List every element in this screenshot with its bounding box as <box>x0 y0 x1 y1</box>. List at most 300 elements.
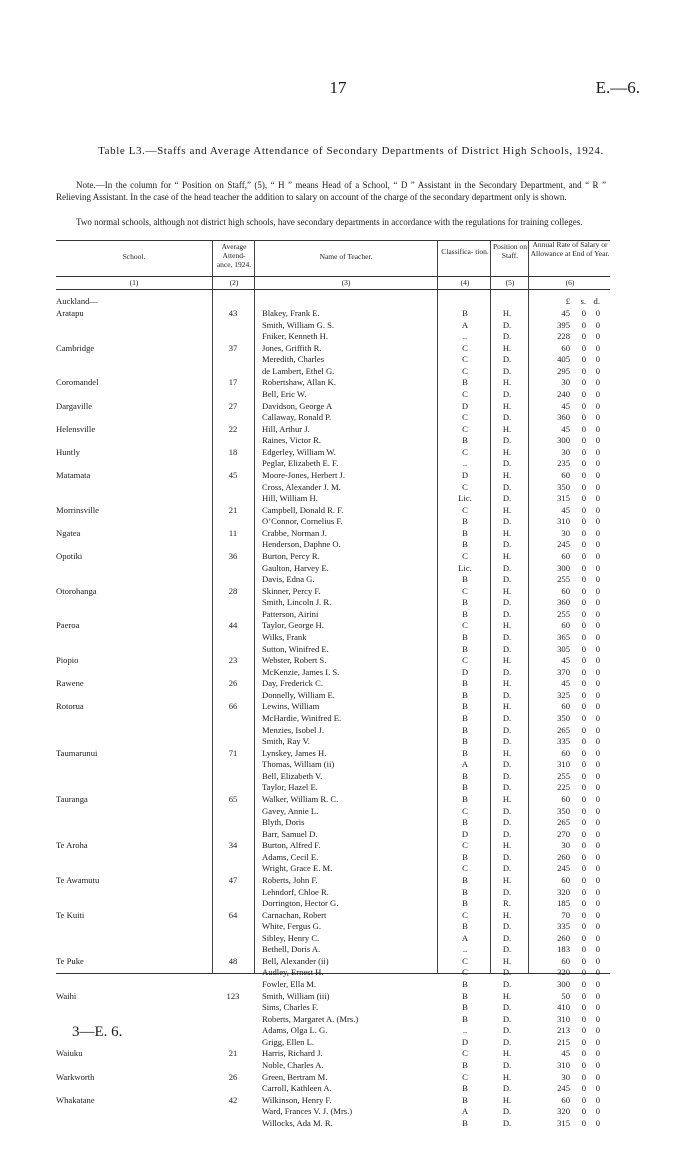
teacher-name: Sutton, Winifred E. <box>262 643 329 654</box>
salary-pence: 0 <box>595 458 600 469</box>
column-number: (4) <box>460 278 470 287</box>
salary-shillings: 0 <box>581 944 586 955</box>
position-on-staff: H. <box>502 377 512 388</box>
classification: C <box>462 620 468 631</box>
average-attendance: 21 <box>228 1048 238 1059</box>
school-name: Opotiki <box>56 550 83 561</box>
classification: C <box>462 365 468 376</box>
column-divider <box>437 240 438 973</box>
salary-shillings: 0 <box>581 1013 586 1024</box>
salary-pounds: 365 <box>557 631 570 642</box>
teacher-name: Fowler, Ella M. <box>262 979 317 990</box>
salary-pence: 0 <box>595 1094 600 1105</box>
position-on-staff: D. <box>502 828 512 839</box>
salary-shillings: 0 <box>581 805 586 816</box>
salary-pence: 0 <box>595 643 600 654</box>
salary-pence: 0 <box>595 620 600 631</box>
classification: B <box>462 1117 468 1128</box>
classification: C <box>462 481 468 492</box>
salary-pence: 0 <box>595 932 600 943</box>
salary-pounds: 60 <box>561 874 570 885</box>
salary-pounds: 325 <box>557 689 570 700</box>
salary-shillings: 0 <box>581 782 586 793</box>
teacher-name: Bell, Alexander (ii) <box>262 955 329 966</box>
classification: .. <box>462 944 468 955</box>
header-teacher: Name of Teacher. <box>319 252 373 261</box>
classification: B <box>462 886 468 897</box>
school-name: Cambridge <box>56 342 95 353</box>
teacher-name: Adams, Cecil E. <box>262 851 319 862</box>
classification: B <box>462 979 468 990</box>
teacher-name: Robertshaw, Allan K. <box>262 377 336 388</box>
column-divider <box>490 240 491 973</box>
salary-pounds: 395 <box>557 319 570 330</box>
position-on-staff: D. <box>502 863 512 874</box>
classification: B <box>462 631 468 642</box>
classification: B <box>462 608 468 619</box>
position-on-staff: D. <box>502 770 512 781</box>
salary-pence: 0 <box>595 921 600 932</box>
school-name: Helensville <box>56 423 96 434</box>
school-name: Huntly <box>56 446 80 457</box>
position-on-staff: H. <box>502 874 512 885</box>
classification: D <box>461 666 469 677</box>
position-on-staff: D. <box>502 1083 512 1094</box>
header-salary: Annual Rate of Salary or Allowance at End of Year. <box>530 240 610 258</box>
salary-shillings: 0 <box>581 874 586 885</box>
column-divider <box>528 240 529 973</box>
teacher-name: Wright, Grace E. M. <box>262 863 333 874</box>
position-on-staff: D. <box>502 851 512 862</box>
salary-pounds: 30 <box>561 840 570 851</box>
salary-shillings: 0 <box>581 458 586 469</box>
position-on-staff: D. <box>502 458 512 469</box>
classification: B <box>462 817 468 828</box>
classification: B <box>462 747 468 758</box>
average-attendance: 21 <box>228 504 238 515</box>
salary-shillings: 0 <box>581 828 586 839</box>
teacher-name: Adams, Olga L. G. <box>262 1025 328 1036</box>
salary-pounds: 45 <box>561 308 570 318</box>
classification: C <box>462 585 468 596</box>
teacher-name: Barr, Samuel D. <box>262 828 318 839</box>
classification: C <box>462 909 468 920</box>
salary-pounds: 260 <box>557 932 570 943</box>
salary-pounds: 225 <box>557 782 570 793</box>
school-name: Te Kuiti <box>56 909 85 920</box>
salary-pence: 0 <box>595 955 600 966</box>
salary-pence: 0 <box>595 909 600 920</box>
teacher-name: White, Fergus G. <box>262 921 322 932</box>
classification: C <box>462 967 468 978</box>
table-top-rule <box>56 240 610 241</box>
salary-pence: 0 <box>595 886 600 897</box>
position-on-staff: D. <box>502 1117 512 1128</box>
classification: .. <box>462 1025 468 1036</box>
teacher-name: Menzies, Isobel J. <box>262 724 325 735</box>
classification: D <box>461 828 469 839</box>
header-rule <box>56 276 610 277</box>
teacher-name: Henderson, Daphne O. <box>262 539 341 550</box>
salary-pence: 0 <box>595 967 600 978</box>
school-name: Dargaville <box>56 400 93 411</box>
teacher-name: Ward, Frances V. J. (Mrs.) <box>262 1106 353 1117</box>
column-number: (1) <box>129 278 139 287</box>
salary-pounds: 45 <box>561 678 570 689</box>
salary-shillings: 0 <box>581 331 586 342</box>
salary-pence: 0 <box>595 585 600 596</box>
position-on-staff: D. <box>502 689 512 700</box>
classification: D <box>461 400 469 411</box>
salary-pence: 0 <box>595 979 600 990</box>
teacher-name: Sims, Charles F. <box>262 1002 319 1013</box>
teacher-name: Peglar, Elizabeth E. F. <box>262 458 339 469</box>
teacher-name: Wilks, Frank <box>262 631 307 642</box>
salary-shillings: 0 <box>581 643 586 654</box>
salary-pence: 0 <box>595 840 600 851</box>
salary-shillings: 0 <box>581 608 586 619</box>
salary-pounds: 228 <box>557 331 570 342</box>
position-on-staff: D. <box>502 944 512 955</box>
classification: C <box>462 388 468 399</box>
salary-pounds: 335 <box>557 736 570 747</box>
salary-pence: 0 <box>595 550 600 561</box>
average-attendance: 11 <box>228 527 238 538</box>
salary-shillings: 0 <box>581 377 586 388</box>
salary-pence: 0 <box>595 354 600 365</box>
salary-pence: 0 <box>595 435 600 446</box>
position-on-staff: D. <box>502 1060 512 1071</box>
classification: B <box>462 1094 468 1105</box>
salary-shillings: 0 <box>581 481 586 492</box>
position-on-staff: D. <box>502 967 512 978</box>
school-name: Waihi <box>56 990 77 1001</box>
teacher-name: Raines, Victor R. <box>262 435 321 446</box>
teacher-name: Carnachan, Robert <box>262 909 327 920</box>
teacher-name: Noble, Charles A. <box>262 1060 324 1071</box>
salary-pence: 0 <box>595 944 600 955</box>
position-on-staff: D. <box>502 1106 512 1117</box>
position-on-staff: D. <box>502 331 512 342</box>
salary-pence: 0 <box>595 493 600 504</box>
average-attendance: 37 <box>228 342 238 353</box>
salary-pence: 0 <box>595 851 600 862</box>
teacher-name: Hill, William H. <box>262 493 318 504</box>
teacher-name: Day, Frederick C. <box>262 678 324 689</box>
salary-shillings: 0 <box>581 793 586 804</box>
salary-pence: 0 <box>595 527 600 538</box>
teacher-name: Davidson, George A <box>262 400 333 411</box>
district-label: Auckland— <box>56 296 99 306</box>
salary-pounds: 270 <box>557 828 570 839</box>
salary-pounds: 320 <box>557 1106 570 1117</box>
salary-pence: 0 <box>595 1025 600 1036</box>
classification: B <box>462 527 468 538</box>
salary-pence: 0 <box>595 898 600 909</box>
school-name: Rawene <box>56 678 84 689</box>
classification: B <box>462 1002 468 1013</box>
salary-pence: 0 <box>595 608 600 619</box>
position-on-staff: D. <box>502 1013 512 1024</box>
position-on-staff: D. <box>502 643 512 654</box>
header-attendance: Average Attend- ance, 1924. <box>216 242 252 269</box>
classification: B <box>462 793 468 804</box>
average-attendance: 27 <box>228 400 238 411</box>
salary-pounds: 240 <box>557 388 570 399</box>
salary-shillings: 0 <box>581 354 586 365</box>
salary-pence: 0 <box>595 423 600 434</box>
classification: D <box>461 1036 469 1047</box>
position-on-staff: H. <box>502 585 512 596</box>
position-on-staff: H. <box>502 446 512 457</box>
classification: B <box>462 435 468 446</box>
salary-pence: 0 <box>595 805 600 816</box>
classification: B <box>462 678 468 689</box>
salary-pence: 0 <box>595 377 600 388</box>
salary-shillings: 0 <box>581 585 586 596</box>
position-on-staff: H. <box>502 1094 512 1105</box>
salary-pounds: 350 <box>557 481 570 492</box>
teacher-name: McKenzie, James I. S. <box>262 666 340 677</box>
salary-pounds: 300 <box>557 562 570 573</box>
teacher-name: Lynskey, James H. <box>262 747 327 758</box>
position-on-staff: H. <box>502 840 512 851</box>
salary-pounds: 300 <box>557 979 570 990</box>
note-paragraph: Note.—In the column for “ Position on Staff,” (5), “ H ” means Head of a School, “ D ” Assistant in the Secondary Department, and “ R ” Relieving Assistant. In the case of the head teacher the addition to salary on account of the charge of the secondary department only is shown. <box>56 180 606 202</box>
teacher-name: Thomas, William (ii) <box>262 759 335 770</box>
currency-pence: d. <box>593 296 600 306</box>
salary-pounds: 265 <box>557 724 570 735</box>
teacher-name: Sibley, Henry C. <box>262 932 320 943</box>
salary-pounds: 310 <box>557 1060 570 1071</box>
position-on-staff: D. <box>502 388 512 399</box>
classification: B <box>462 851 468 862</box>
salary-shillings: 0 <box>581 863 586 874</box>
classification: B <box>462 770 468 781</box>
salary-pounds: 245 <box>557 863 570 874</box>
salary-pence: 0 <box>595 770 600 781</box>
salary-pounds: 50 <box>561 990 570 1001</box>
position-on-staff: D. <box>502 516 512 527</box>
salary-pounds: 245 <box>557 539 570 550</box>
salary-shillings: 0 <box>581 886 586 897</box>
teacher-name: Bell, Eric W. <box>262 388 307 399</box>
salary-pence: 0 <box>595 446 600 457</box>
teacher-name: McHardie, Winifred E. <box>262 712 342 723</box>
salary-pence: 0 <box>595 793 600 804</box>
position-on-staff: H. <box>502 400 512 411</box>
classification: C <box>462 446 468 457</box>
position-on-staff: H. <box>502 504 512 515</box>
teacher-name: Taylor, Hazel E. <box>262 782 318 793</box>
salary-pounds: 60 <box>561 469 570 480</box>
salary-pounds: 30 <box>561 446 570 457</box>
salary-pounds: 245 <box>557 1083 570 1094</box>
salary-pounds: 350 <box>557 805 570 816</box>
teacher-name: de Lambert, Ethel G. <box>262 365 335 376</box>
salary-pounds: 315 <box>557 493 570 504</box>
position-on-staff: D. <box>502 481 512 492</box>
salary-shillings: 0 <box>581 412 586 423</box>
salary-shillings: 0 <box>581 550 586 561</box>
position-on-staff: D. <box>502 759 512 770</box>
teacher-name: Burton, Percy R. <box>262 550 320 561</box>
classification: C <box>462 863 468 874</box>
salary-pounds: 320 <box>557 967 570 978</box>
teacher-name: Hill, Arthur J. <box>262 423 310 434</box>
salary-shillings: 0 <box>581 493 586 504</box>
salary-pounds: 305 <box>557 643 570 654</box>
salary-shillings: 0 <box>581 736 586 747</box>
salary-pounds: 335 <box>557 921 570 932</box>
salary-shillings: 0 <box>581 631 586 642</box>
salary-pounds: 235 <box>557 458 570 469</box>
classification: B <box>462 597 468 608</box>
school-name: Whakatane <box>56 1094 95 1105</box>
classification: B <box>462 689 468 700</box>
school-name: Rotorua <box>56 701 84 712</box>
position-on-staff: D. <box>502 817 512 828</box>
average-attendance: 23 <box>228 655 238 666</box>
salary-pence: 0 <box>595 689 600 700</box>
teacher-name: Grigg, Ellen L. <box>262 1036 315 1047</box>
salary-shillings: 0 <box>581 817 586 828</box>
average-attendance: 43 <box>228 308 238 318</box>
classification: B <box>462 1060 468 1071</box>
salary-pence: 0 <box>595 759 600 770</box>
teacher-name: Skinner, Percy F. <box>262 585 321 596</box>
salary-pounds: 45 <box>561 400 570 411</box>
position-on-staff: H. <box>502 308 512 318</box>
column-divider <box>212 240 213 973</box>
position-on-staff: H. <box>502 342 512 353</box>
salary-pence: 0 <box>595 747 600 758</box>
salary-pence: 0 <box>595 724 600 735</box>
salary-pence: 0 <box>595 308 600 318</box>
classification: C <box>462 342 468 353</box>
position-on-staff: D. <box>502 319 512 330</box>
school-name: Matamata <box>56 469 91 480</box>
salary-shillings: 0 <box>581 574 586 585</box>
classification: B <box>462 782 468 793</box>
school-name: Otorohanga <box>56 585 97 596</box>
salary-pounds: 60 <box>561 620 570 631</box>
teacher-name: Lewins, William <box>262 701 320 712</box>
classification: Lic. <box>458 562 472 573</box>
salary-pence: 0 <box>595 1106 600 1117</box>
salary-shillings: 0 <box>581 1036 586 1047</box>
column-divider <box>254 240 255 973</box>
salary-pounds: 185 <box>557 898 570 909</box>
salary-shillings: 0 <box>581 342 586 353</box>
position-on-staff: H. <box>502 990 512 1001</box>
teacher-name: Walker, William R. C. <box>262 793 339 804</box>
classification: C <box>462 840 468 851</box>
salary-shillings: 0 <box>581 712 586 723</box>
salary-shillings: 0 <box>581 921 586 932</box>
salary-pounds: 310 <box>557 759 570 770</box>
salary-shillings: 0 <box>581 1071 586 1082</box>
classification: C <box>462 805 468 816</box>
school-name: Aratapu <box>56 308 84 318</box>
salary-shillings: 0 <box>581 423 586 434</box>
salary-pence: 0 <box>595 539 600 550</box>
position-on-staff: D. <box>502 724 512 735</box>
teacher-name: Moore-Jones, Herbert J. <box>262 469 346 480</box>
salary-pence: 0 <box>595 712 600 723</box>
salary-shillings: 0 <box>581 319 586 330</box>
salary-pence: 0 <box>595 400 600 411</box>
classification: D <box>461 469 469 480</box>
school-name: Waiuku <box>56 1048 83 1059</box>
teacher-name: Smith, Ray V. <box>262 736 310 747</box>
average-attendance: 47 <box>228 874 238 885</box>
teacher-name: Dorrington, Hector G. <box>262 898 339 909</box>
teacher-name: Donnelly, William E. <box>262 689 335 700</box>
position-on-staff: D. <box>502 886 512 897</box>
salary-pounds: 45 <box>561 655 570 666</box>
classification: B <box>462 574 468 585</box>
classification: B <box>462 1013 468 1024</box>
note-paragraph: Two normal schools, although not district high schools, have secondary departments in accordance with the regulations for training colleges. <box>76 217 583 227</box>
teacher-name: Roberts, John F. <box>262 874 318 885</box>
position-on-staff: H. <box>502 955 512 966</box>
position-on-staff: D. <box>502 539 512 550</box>
salary-shillings: 0 <box>581 747 586 758</box>
average-attendance: 28 <box>228 585 238 596</box>
teacher-name: Gavey, Annie L. <box>262 805 319 816</box>
classification: B <box>462 539 468 550</box>
position-on-staff: D. <box>502 631 512 642</box>
salary-shillings: 0 <box>581 666 586 677</box>
currency-shillings: s. <box>580 296 586 306</box>
table-title: Table L3.—Staffs and Average Attendance of Secondary Departments of District High Schools, 1924. <box>98 145 604 157</box>
teacher-name: Audley, Ernest H. <box>262 967 324 978</box>
salary-pence: 0 <box>595 1013 600 1024</box>
classification: B <box>462 377 468 388</box>
average-attendance: 45 <box>228 469 238 480</box>
salary-pounds: 60 <box>561 550 570 561</box>
classification: C <box>462 504 468 515</box>
salary-pence: 0 <box>595 678 600 689</box>
teacher-name: Edgerley, William W. <box>262 446 336 457</box>
salary-pounds: 255 <box>557 770 570 781</box>
position-on-staff: D. <box>502 608 512 619</box>
salary-shillings: 0 <box>581 539 586 550</box>
teacher-name: Bell, Elizabeth V. <box>262 770 323 781</box>
salary-pence: 0 <box>595 701 600 712</box>
average-attendance: 48 <box>228 955 238 966</box>
salary-shillings: 0 <box>581 1060 586 1071</box>
salary-pounds: 60 <box>561 1094 570 1105</box>
salary-pounds: 265 <box>557 817 570 828</box>
position-on-staff: H. <box>502 469 512 480</box>
average-attendance: 34 <box>228 840 238 851</box>
teacher-name: Jones, Griffith R. <box>262 342 322 353</box>
salary-pounds: 60 <box>561 342 570 353</box>
salary-pence: 0 <box>595 817 600 828</box>
position-on-staff: D. <box>502 435 512 446</box>
salary-pounds: 350 <box>557 712 570 723</box>
salary-pence: 0 <box>595 1071 600 1082</box>
salary-pounds: 30 <box>561 527 570 538</box>
salary-shillings: 0 <box>581 898 586 909</box>
salary-shillings: 0 <box>581 979 586 990</box>
position-on-staff: H. <box>502 747 512 758</box>
position-on-staff: D. <box>502 921 512 932</box>
salary-shillings: 0 <box>581 678 586 689</box>
classification: B <box>462 1083 468 1094</box>
